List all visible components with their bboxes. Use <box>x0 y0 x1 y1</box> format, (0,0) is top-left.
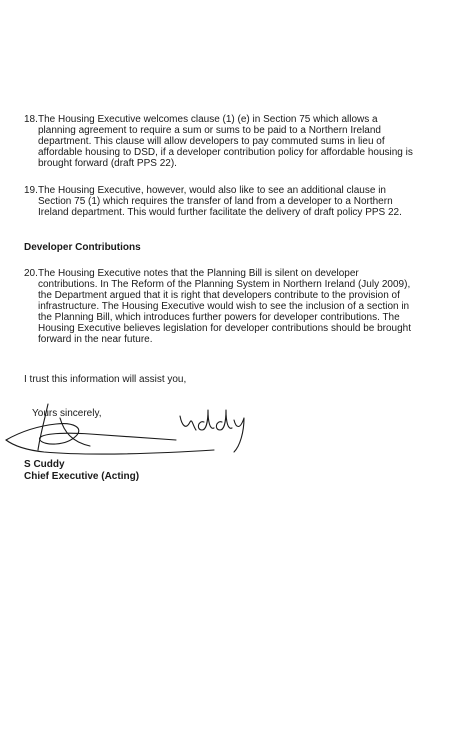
signatory-title: Chief Executive (Acting) <box>24 471 140 482</box>
paragraph-19 <box>24 185 416 218</box>
paragraph-number: 20. <box>24 268 38 279</box>
section-heading: Developer Contributions <box>24 242 141 253</box>
paragraph-18 <box>24 114 416 169</box>
paragraph-number: 18. <box>24 114 38 125</box>
paragraph-20 <box>24 268 416 345</box>
paragraph-text: The Housing Executive notes that the Planning Bill is silent on developer contributions. In The Reform of the Planning System in Northern Ireland (July 2009), the Department argued that it is right that developers contribute to the provision of infrastructure. The Housing Executive would wish to see the inclusion of a section in the Planning Bill, which introduces further powers for developer contributions. The Housing Executive believes legislation for developer contributions should be brought forward in the near future. <box>38 268 412 345</box>
closing-line: I trust this information will assist you, <box>24 374 187 385</box>
paragraph-text: The Housing Executive, however, would also like to see an additional clause in Section 75 (1) which requires the transfer of land from a developer to a Northern Ireland department. This would further facilitate the delivery of draft policy PPS 22. <box>38 185 402 218</box>
paragraph-number: 19. <box>24 185 38 196</box>
paragraph-text: The Housing Executive welcomes clause (1) (e) in Section 75 which allows a planning agreement to require a sum or sums to be paid to a Northern Ireland department. This clause will allow developers to pay commuted sums in lieu of affordable housing to DSD, if a developer contribution policy for affordable housing is brought forward (draft PPS 22). <box>38 114 413 169</box>
signatory-name: S Cuddy <box>24 459 65 470</box>
signoff-line: Yours sincerely, <box>32 408 102 419</box>
